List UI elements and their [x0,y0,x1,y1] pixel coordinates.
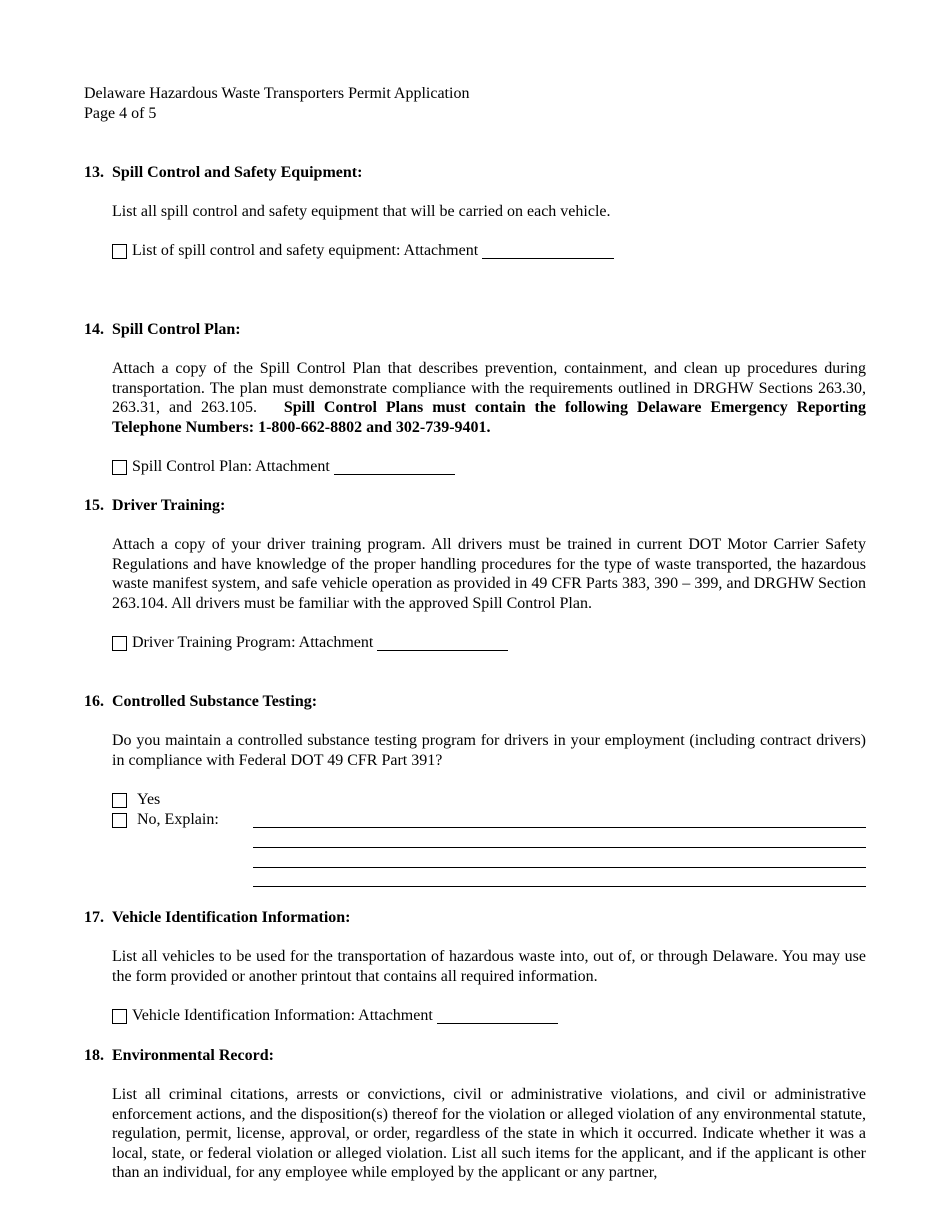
attachment-label: List of spill control and safety equipment: Attachment [132,242,479,259]
attachment-checkbox[interactable] [112,460,127,475]
section-number: 13. [84,164,104,181]
no-checkbox[interactable] [112,813,127,828]
explain-line-4[interactable] [253,886,866,887]
section-17-attachment [112,1006,558,1026]
section-number: 16. [84,693,104,710]
attachment-number-field[interactable] [437,1008,558,1024]
section-13-text: List all spill control and safety equipment that will be carried on each vehicle. [112,203,611,220]
section-13-heading [84,163,362,183]
section-17-text: List all vehicles to be used for the transportation of hazardous waste into, out of, or through Delaware. You may use the form provided or another printout that contains all required information. [112,948,866,985]
section-15-text: Attach a copy of your driver training program. All drivers must be trained in current DOT Motor Carrier Safety Regulations and have knowledge of the proper handling procedures for the type of waste transported, the hazardous waste manifest system, and safe vehicle operation as provided in 49 CFR Parts 383, 390 – 399, and DRGHW Section 263.104. All drivers must be familiar with the approved Spill Control Plan. [112,536,866,612]
page-number: Page 4 of 5 [84,105,157,122]
explain-line-3[interactable] [253,867,866,868]
section-16-text: Do you maintain a controlled substance testing program for drivers in your employment (including contract drivers) in compliance with Federal DOT 49 CFR Part 391? [112,732,866,769]
section-number: 14. [84,321,104,338]
attachment-checkbox[interactable] [112,636,127,651]
yes-option [112,790,160,810]
explain-line-1[interactable] [253,827,866,828]
attachment-checkbox[interactable] [112,244,127,259]
section-14-bold-note: Spill Control Plans must contain the following Delaware Emergency Reporting Telephone Numbers: 1-800-662-8802 and 302-739-9401. [112,399,866,436]
section-number: 17. [84,909,104,926]
no-label: No, Explain: [137,811,219,828]
section-15-attachment [112,633,508,653]
section-title: Driver Training: [112,497,226,514]
attachment-number-field[interactable] [377,635,508,651]
section-15-heading [84,496,225,516]
no-option [112,810,219,830]
yes-label: Yes [137,791,161,808]
form-title: Delaware Hazardous Waste Transporters Permit Application [84,85,470,102]
section-number: 15. [84,497,104,514]
section-13-attachment [112,241,614,261]
attachment-label: Driver Training Program: Attachment [132,634,374,651]
section-number: 18. [84,1047,104,1064]
section-title: Spill Control and Safety Equipment: [112,164,363,181]
section-18-heading [84,1046,274,1066]
attachment-label: Vehicle Identification Information: Attachment [132,1007,433,1024]
section-17-heading [84,908,351,928]
section-14-text [112,359,866,437]
section-title: Environmental Record: [112,1047,274,1064]
yes-checkbox[interactable] [112,793,127,808]
section-title: Controlled Substance Testing: [112,693,318,710]
explain-line-2[interactable] [253,847,866,848]
section-16-heading [84,692,317,712]
section-14-body: Attach a copy of the Spill Control Plan that describes prevention, containment, and clean up procedures during transportation. The plan must demonstrate compliance with the requirements outlined in DRGHW Sections 263.30, 263.31, and 263.105. [112,360,866,417]
attachment-checkbox[interactable] [112,1009,127,1024]
section-14-attachment [112,457,455,477]
section-18-text: List all criminal citations, arrests or convictions, civil or administrative violations, and civil or administrative enforcement actions, and the disposition(s) thereof for the violation or alleged violation of any environmental statute, regulation, permit, license, approval, or order, regardless of the state in which it occurred. Indicate whether it was a local, state, or federal violation or alleged violation. List all such items for the applicant, and if the applicant is other than an individual, for any employee while employed by the applicant or any partner, [112,1086,866,1182]
attachment-label: Spill Control Plan: Attachment [132,458,330,475]
section-14-heading [84,320,241,340]
attachment-number-field[interactable] [334,459,455,475]
section-title: Spill Control Plan: [112,321,241,338]
page-header [84,84,469,124]
section-title: Vehicle Identification Information: [112,909,351,926]
attachment-number-field[interactable] [482,243,614,259]
